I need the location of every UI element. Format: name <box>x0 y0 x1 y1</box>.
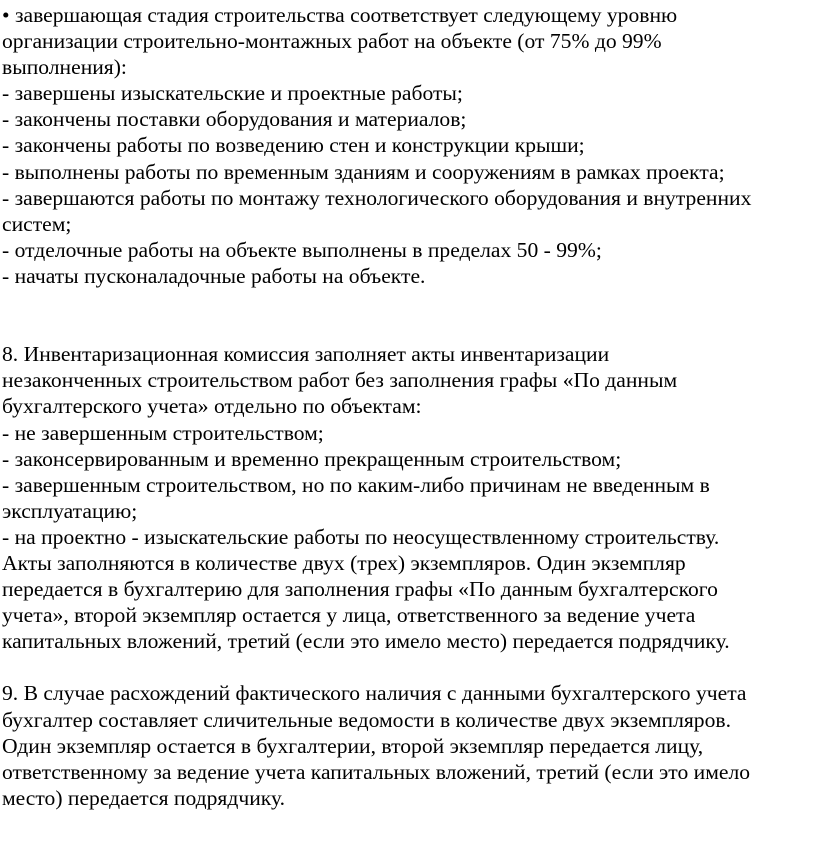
text-line: организации строительно-монтажных работ на объекте (от 75% до 99% <box>2 29 662 54</box>
text-line: место) передается подрядчику. <box>2 785 285 810</box>
section-8-heading-line: 8. Инвентаризационная комиссия заполняет акты инвентаризации <box>2 342 610 367</box>
text-line: передается в бухгалтерию для заполнения графы «По данным бухгалтерского <box>2 577 718 602</box>
text-line: • завершающая стадия строительства соответствует следующему уровню <box>2 3 678 27</box>
list-item: - завершаются работы по монтажу технологического оборудования и внутренних <box>2 185 752 210</box>
list-item: - отделочные работы на объекте выполнены в пределах 50 - 99%; <box>2 237 602 262</box>
list-item: - завершены изыскательские и проектные работы; <box>2 81 463 106</box>
list-item: - выполнены работы по временным зданиям и сооружениям в рамках проекта; <box>2 159 725 184</box>
spacer <box>2 315 812 341</box>
text-line: учета», второй экземпляр остается у лица, ответственного за ведение учета <box>2 603 696 628</box>
text-line: бухгалтерского учета» отдельно по объектам: <box>2 394 422 419</box>
text-line: бухгалтер составляет сличительные ведомости в количестве двух экземпляров. <box>2 707 731 732</box>
section-9-paragraph <box>2 680 812 810</box>
text-line: ответственному за ведение учета капитальных вложений, третий (если это имело <box>2 759 751 784</box>
list-item: - начаты пусконаладочные работы на объекте. <box>2 263 426 288</box>
text-line: капитальных вложений, третий (если это имело место) передается подрядчику. <box>2 629 730 654</box>
list-item: - закончены работы по возведению стен и конструкции крыши; <box>2 133 585 158</box>
text-line: незаконченных строительством работ без заполнения графы «По данным <box>2 368 678 393</box>
spacer <box>2 289 812 315</box>
list-item: - на проектно - изыскательские работы по неосуществленному строительству. <box>2 524 720 549</box>
section-9-heading-line: 9. В случае расхождений фактического наличия с данными бухгалтерского учета <box>2 681 747 706</box>
construction-stage-paragraph <box>2 2 812 289</box>
list-item: - завершенным строительством, но по каким-либо причинам не введенным в <box>2 472 710 497</box>
text-line: систем; <box>2 211 72 236</box>
list-item: - не завершенным строительством; <box>2 420 324 445</box>
section-8-paragraph <box>2 341 812 654</box>
text-line: Акты заполняются в количестве двух (трех) экземпляров. Один экземпляр <box>2 550 686 575</box>
list-item: - законсервированным и временно прекращенным строительством; <box>2 446 622 471</box>
list-item: - закончены поставки оборудования и материалов; <box>2 107 467 132</box>
text-line: выполнения): <box>2 55 127 80</box>
spacer <box>2 654 812 680</box>
text-line: эксплуатацию; <box>2 498 138 523</box>
text-line: Один экземпляр остается в бухгалтерии, второй экземпляр передается лицу, <box>2 733 704 758</box>
